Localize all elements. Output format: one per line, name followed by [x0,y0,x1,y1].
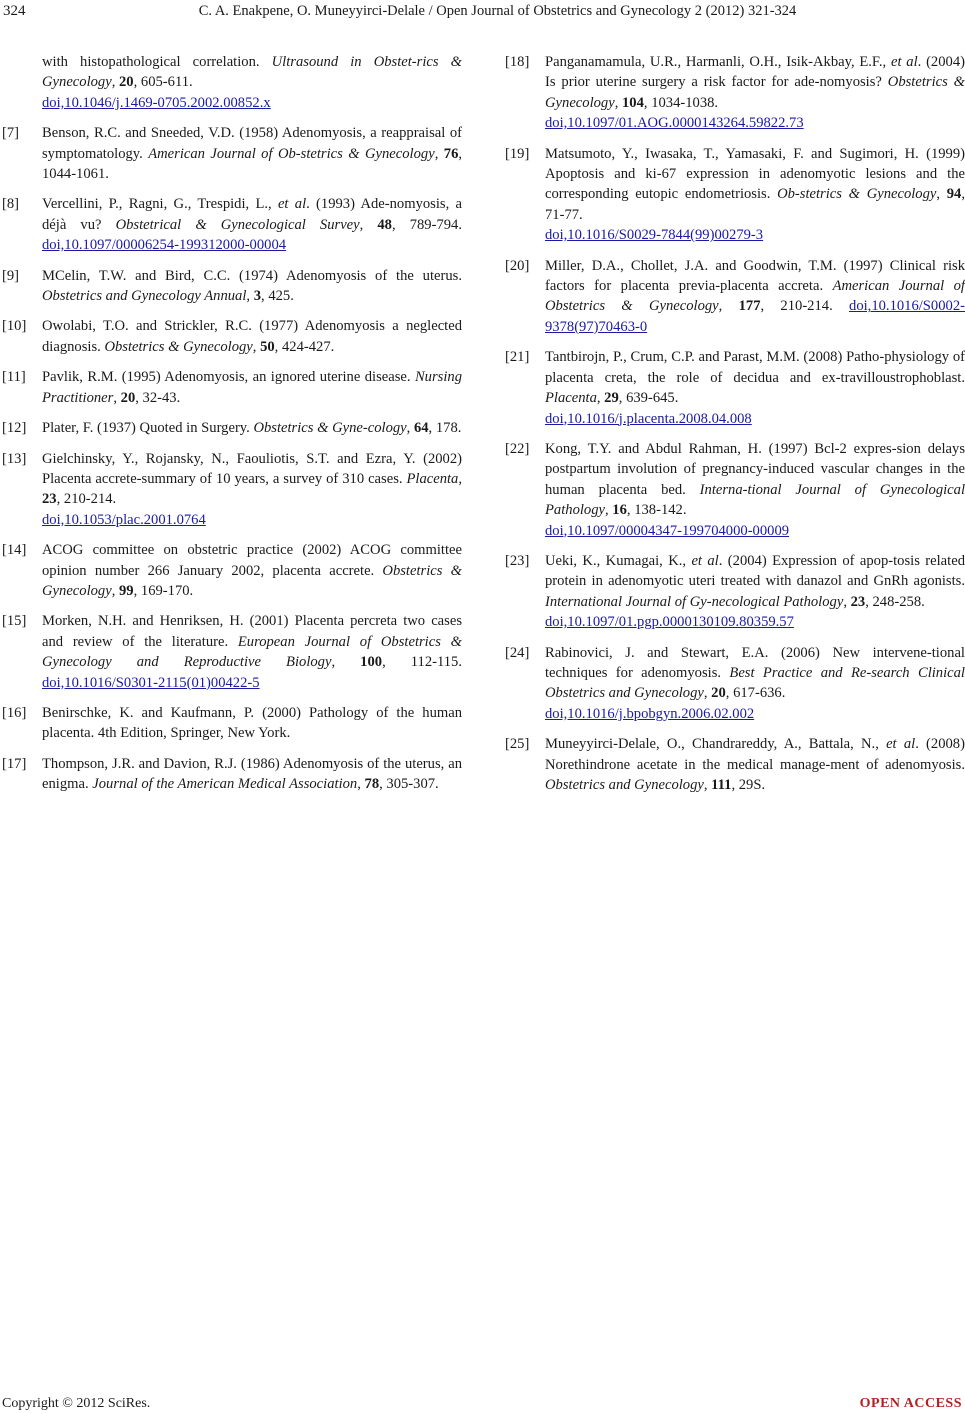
journal-name: Placenta [406,470,459,487]
separator: , [111,74,119,91]
volume: 111 [711,777,732,793]
reference-text: Ueki, K., Kumagai, K., [545,552,692,569]
pages: , 605-611. [133,74,193,91]
journal-name: Obstetrics and Gynecology Annual [42,288,247,305]
separator: , [936,186,947,203]
volume: 29 [604,390,619,407]
reference-number: [20] [505,257,530,274]
journal-name: Journal of the American Medical Association [92,776,358,793]
separator: , [718,298,739,315]
pages: , 424-427. [274,338,335,355]
reference-item [0,754,462,795]
reference-text: Vercellini, P., Ragni, G., Trespidi, L., [42,196,278,213]
separator: , [843,593,851,610]
reference-number: [21] [505,349,530,366]
reference-text: Benson, R.C. and Sneeded, V.D. (1958) Adenomyosis, a reappraisal of symptomatology. [42,125,462,162]
reference-item [0,266,462,307]
reference-item [0,540,462,601]
pages: , 617-636. [725,685,786,702]
doi-link[interactable]: doi,10.1016/S0029-7844(99)00279-3 [545,227,764,244]
reference-number: [23] [505,552,530,569]
pages: , 639-645. [618,390,679,407]
separator: , [252,338,261,355]
reference-number: [13] [2,450,27,467]
reference-item [0,316,462,357]
separator: , [703,777,712,793]
reference-item [503,734,965,795]
volume: 23 [42,491,57,508]
volume: 94 [946,186,962,203]
reference-text: Kong, T.Y. and Abdul Rahman, H. (1997) Bcl-2 expres-sion delays postpartum involution of pregnancy-induced vascular changes in the human placenta bed. [545,440,965,498]
reference-text: . (2004) Is prior uterine surgery a risk factor for ade-nomyosis? [545,54,965,91]
journal-name: American Journal of Obstetrics & Gynecology [545,278,965,315]
doi-link[interactable]: doi,10.1097/00004347-199704000-00009 [545,522,790,539]
reference-column-right [503,52,965,805]
reference-text: Pavlik, R.M. (1995) Adenomyosis, an ignored uterine disease. [42,369,415,386]
reference-text: ACOG committee on obstetric practice (2002) ACOG committee opinion number 266 January 2002, placenta accrete. [42,542,462,579]
reference-number: [18] [505,54,530,70]
pages: , 29S. [731,777,766,793]
reference-number: [7] [2,125,20,142]
separator: , [614,94,622,111]
doi-link[interactable]: doi,10.1097/01.pgp.0000130109.80359.57 [545,614,794,631]
pages: , 138-142. [626,502,687,519]
pages: , 789-794. [391,216,462,233]
reference-text: . (2004) Expression of apop-tosis related protein in adenomyotic uteri treated with danazol and GnRh agonists. [545,552,965,590]
journal-name: Obstetrics & Gyne-cology [253,420,407,437]
doi-link[interactable]: doi,10.1053/plac.2001.0764 [42,511,206,528]
volume: 100 [360,654,383,671]
volume: 48 [377,216,392,233]
reference-number: [9] [2,267,20,284]
doi-link[interactable]: doi,10.1046/j.1469-0705.2002.00852.x [42,94,271,111]
reference-text: with histopathological correlation. [42,54,272,70]
pages: , 178. [428,420,462,437]
running-head: C. A. Enakpene, O. Muneyyirci-Delale / Open Journal of Obstetrics and Gynecology 2 (2012) 321-324 [198,3,797,19]
reference-number: [8] [2,196,20,213]
journal-name: Interna-tional Journal of Gynecological Pathology [545,481,965,519]
journal-name: American Journal of Ob-stetrics & Gynecology [148,145,435,162]
separator: , [111,582,119,599]
journal-name: Obstetrics & Gynecology [42,562,462,599]
reference-number: [24] [505,644,530,661]
reference-text: . (1993) Ade-nomyosis, a déjà vu? [42,196,462,233]
pages: , 32-43. [135,389,181,406]
separator: , [605,502,613,519]
reference-text: Miller, D.A., Chollet, J.A. and Goodwin, T.M. (1997) Clinical risk factors for placenta previa-placenta accreta. [545,257,965,295]
volume: 23 [850,593,866,610]
et-al: et al [277,196,307,213]
volume: 104 [622,94,644,111]
copyright-notice: Copyright © 2012 SciRes. [2,1396,151,1411]
journal-name: European Journal of Obstetrics & Gynecology and Reproductive Biology [42,633,462,671]
pages: , 210-214. [56,491,117,508]
reference-item [503,144,965,246]
reference-item [0,611,462,693]
volume: 20 [119,74,134,91]
reference-item [0,194,462,255]
reference-number: [11] [2,369,26,386]
reference-number: [25] [505,736,530,753]
volume: 20 [120,389,136,406]
reference-item [0,449,462,531]
et-al: et al [890,54,918,70]
reference-item [503,439,965,541]
reference-number: [22] [505,440,530,457]
reference-item [0,123,462,184]
reference-text: Panganamamula, U.R., Harmanli, O.H., Isik-Akbay, E.F., [545,54,891,70]
reference-item [0,703,462,744]
pages: , 305-307. [379,776,439,793]
reference-number: [16] [2,704,27,721]
reference-item [503,643,965,725]
volume: 177 [738,298,761,315]
open-access-label: OPEN ACCESS [859,1396,962,1411]
volume: 64 [413,420,429,437]
volume: 3 [253,288,262,305]
page-number: 324 [3,3,26,19]
et-al: et al [886,736,916,753]
reference-text: Owolabi, T.O. and Strickler, R.C. (1977) Adenomyosis a neglected diagnosis. [42,318,462,355]
separator: , [406,420,414,437]
reference-item [0,367,462,408]
reference-text: Benirschke, K. and Kaufmann, P. (2000) Pathology of the human placenta. 4th Edition, Springer, New York. [42,704,462,742]
reference-text: MCelin, T.W. and Bird, C.C. (1974) Adenomyosis of the uterus. [42,267,462,284]
pages: , 169-170. [133,582,194,599]
reference-item [503,551,965,633]
reference-item [0,52,462,113]
pages: , 1044-1061. [42,145,463,183]
journal-name: Obstetrics and Gynecology [545,777,704,793]
reference-text: Plater, F. (1937) Quoted in Surgery. [42,420,254,437]
reference-item [0,418,462,438]
journal-name: Placenta [545,390,597,407]
pages: , 112-115. [382,654,462,671]
reference-number: [14] [2,542,27,559]
journal-name: Obstetrical & Gynecological Survey [115,216,360,233]
journal-name: Ultrasound in Obstet-rics & Gynecology [42,54,462,91]
reference-text: Gielchinsky, Y., Rojansky, N., Faouliotis, S.T. and Ezra, Y. (2002) Placenta accrete-summary of 10 years, a survey of 310 cases. [42,450,462,487]
doi-link[interactable]: doi,10.1097/01.AOG.0000143264.59822.73 [545,115,804,132]
journal-name: Obstetrics & Gynecology [104,338,253,355]
reference-text: Muneyyirci-Delale, O., Chandrareddy, A., Battala, N., [545,736,887,753]
separator: , [458,470,462,487]
reference-number: [10] [2,318,27,335]
separator: , [357,776,365,793]
reference-text: Matsumoto, Y., Iwasaka, T., Yamasaki, F. and Sugimori, H. (1999) Apoptosis and ki-67 expression in adenomyotic lesions and the corresponding eutopic endometriosis. [545,145,965,203]
journal-name: Nursing Practitioner [42,369,462,406]
journal-name: Best Practice and Re-search Clinical Obstetrics and Gynecology [545,664,965,702]
volume: 78 [364,776,380,793]
reference-text: Morken, N.H. and Henriksen, H. (2001) Placenta percreta two cases and review of the literature. [42,613,462,650]
reference-text: Thompson, J.R. and Davion, R.J. (1986) Adenomyosis of the uterus, an enigma. [42,755,462,793]
volume: 99 [119,582,134,599]
reference-text: Tantbirojn, P., Crum, C.P. and Parast, M.M. (2008) Patho-physiology of placenta creta, the role of decidua and ex-travilloustrophoblast. [545,349,965,386]
journal-name: Ob-stetrics & Gynecology [777,186,937,203]
doi-link[interactable]: doi,10.1016/j.bpobgyn.2006.02.002 [545,705,755,722]
pages: , 210-214. [760,298,850,315]
volume: 50 [260,338,275,355]
journal-name: Obstetrics & Gynecology [545,74,965,111]
separator: , [113,389,121,406]
page-header [0,0,965,26]
volume: 16 [612,502,627,519]
reference-column-left [0,52,462,805]
pages: , 71-77. [545,186,965,223]
reference-number: [17] [2,755,27,772]
doi-link[interactable]: doi,10.1016/j.placenta.2008.04.008 [545,410,752,427]
separator: , [246,288,254,305]
pages: , 425. [261,288,294,305]
pages: , 1034-1038. [643,94,719,111]
page-footer [0,1396,965,1414]
pages: , 248-258. [865,593,925,610]
reference-number: [12] [2,420,27,437]
separator: , [331,654,361,671]
reference-item [503,52,965,134]
doi-link[interactable]: doi,10.1016/S0002-9378(97)70463-0 [545,298,965,335]
volume: 20 [711,685,726,702]
reference-item [503,347,965,429]
doi-link[interactable]: doi,10.1097/00006254-199312000-00004 [42,237,287,254]
reference-item [503,256,965,338]
doi-link[interactable]: doi,10.1016/S0301-2115(01)00422-5 [42,674,260,691]
reference-text: . (2008) Norethindrone acetate in the medical manage-ment of adenomyosis. [545,736,965,773]
reference-number: [15] [2,613,27,630]
reference-text: Rabinovici, J. and Stewart, E.A. (2006) New intervene-tional techniques for adenomyosis. [545,644,965,681]
reference-number: [19] [505,145,530,162]
et-al: et al [691,552,719,569]
separator: , [434,145,444,162]
separator: , [359,216,378,233]
separator: , [596,390,605,407]
separator: , [703,685,712,702]
journal-name: International Journal of Gy-necological Pathology [545,593,844,610]
volume: 76 [443,145,459,162]
